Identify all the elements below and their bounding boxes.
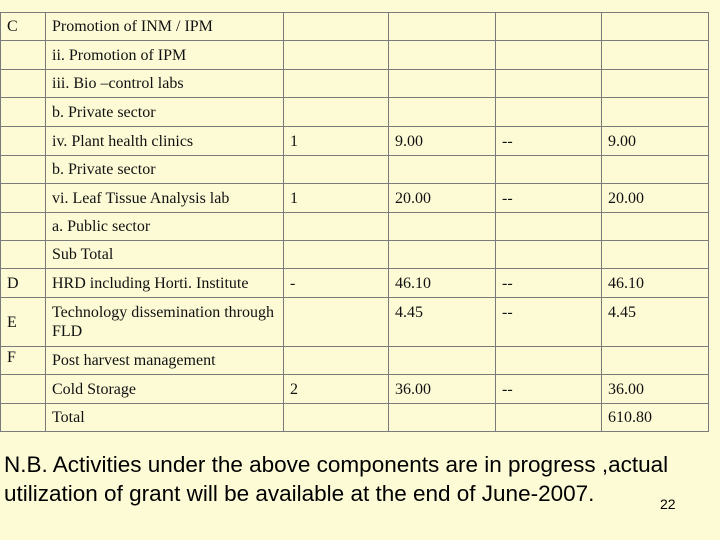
row-total (602, 213, 709, 241)
row-activity: ii. Promotion of IPM (46, 41, 284, 70)
row-units: 2 (284, 375, 389, 404)
row-units (284, 213, 389, 241)
row-other (496, 347, 602, 375)
row-code (1, 404, 46, 432)
row-code (1, 70, 46, 98)
row-other (496, 98, 602, 127)
table-row (1, 184, 709, 213)
row-activity: HRD including Horti. Institute (46, 269, 284, 298)
row-total: 46.10 (602, 269, 709, 298)
row-other (496, 404, 602, 432)
row-amount (389, 213, 496, 241)
row-total (602, 156, 709, 184)
table-row (1, 70, 709, 98)
row-activity: Total (46, 404, 284, 432)
row-code (1, 98, 46, 127)
row-total: 610.80 (602, 404, 709, 432)
table-row (1, 241, 709, 269)
row-units: 1 (284, 127, 389, 156)
row-amount (389, 347, 496, 375)
table-row (1, 375, 709, 404)
row-other (496, 13, 602, 41)
row-activity: Technology dissemination through FLD (46, 298, 284, 347)
row-total: 9.00 (602, 127, 709, 156)
table-row (1, 213, 709, 241)
row-other (496, 156, 602, 184)
row-units (284, 241, 389, 269)
row-code: C (1, 13, 46, 41)
row-units (284, 347, 389, 375)
row-units (284, 70, 389, 98)
row-activity: Sub Total (46, 241, 284, 269)
row-total (602, 241, 709, 269)
row-amount (389, 404, 496, 432)
row-other (496, 241, 602, 269)
row-other: -- (496, 375, 602, 404)
row-other (496, 41, 602, 70)
row-other (496, 70, 602, 98)
row-units (284, 298, 389, 347)
row-total (602, 41, 709, 70)
row-activity: Post harvest management (46, 347, 284, 375)
row-activity: a. Public sector (46, 213, 284, 241)
row-other (496, 213, 602, 241)
row-total (602, 347, 709, 375)
row-amount: 9.00 (389, 127, 496, 156)
row-units (284, 41, 389, 70)
row-amount (389, 41, 496, 70)
row-total (602, 13, 709, 41)
row-code: D (1, 269, 46, 298)
row-amount (389, 70, 496, 98)
row-amount: 36.00 (389, 375, 496, 404)
table-row (1, 127, 709, 156)
table-row (1, 13, 709, 41)
row-amount (389, 241, 496, 269)
table-row (1, 404, 709, 432)
row-other: -- (496, 298, 602, 347)
row-total (602, 70, 709, 98)
activities-table (0, 12, 709, 432)
row-code (1, 41, 46, 70)
row-activity: b. Private sector (46, 156, 284, 184)
row-code (1, 127, 46, 156)
table-row (1, 156, 709, 184)
row-code (1, 241, 46, 269)
row-activity: iii. Bio –control labs (46, 70, 284, 98)
row-amount (389, 156, 496, 184)
row-total: 36.00 (602, 375, 709, 404)
row-units (284, 156, 389, 184)
row-units: - (284, 269, 389, 298)
table-row (1, 41, 709, 70)
row-other: -- (496, 127, 602, 156)
row-code (1, 184, 46, 213)
row-activity: vi. Leaf Tissue Analysis lab (46, 184, 284, 213)
table-row (1, 298, 709, 347)
footnote-text: N.B. Activities under the above components are in progress ,actual utilization of grant will be available at the end of June-2007. (4, 452, 669, 506)
row-code (1, 213, 46, 241)
row-amount: 4.45 (389, 298, 496, 347)
row-other: -- (496, 184, 602, 213)
table-row (1, 269, 709, 298)
row-amount: 20.00 (389, 184, 496, 213)
row-code (1, 156, 46, 184)
row-amount (389, 98, 496, 127)
row-activity: b. Private sector (46, 98, 284, 127)
row-amount: 46.10 (389, 269, 496, 298)
row-units: 1 (284, 184, 389, 213)
row-units (284, 404, 389, 432)
row-total: 4.45 (602, 298, 709, 347)
row-other: -- (496, 269, 602, 298)
row-code: F (1, 347, 46, 375)
table-row (1, 98, 709, 127)
row-activity: Promotion of INM / IPM (46, 13, 284, 41)
row-total (602, 98, 709, 127)
row-activity: Cold Storage (46, 375, 284, 404)
row-amount (389, 13, 496, 41)
row-total: 20.00 (602, 184, 709, 213)
row-code (1, 375, 46, 404)
row-activity: iv. Plant health clinics (46, 127, 284, 156)
page-number: 22 (660, 496, 676, 512)
row-code: E (1, 298, 46, 347)
row-units (284, 13, 389, 41)
table-row (1, 347, 709, 375)
row-units (284, 98, 389, 127)
